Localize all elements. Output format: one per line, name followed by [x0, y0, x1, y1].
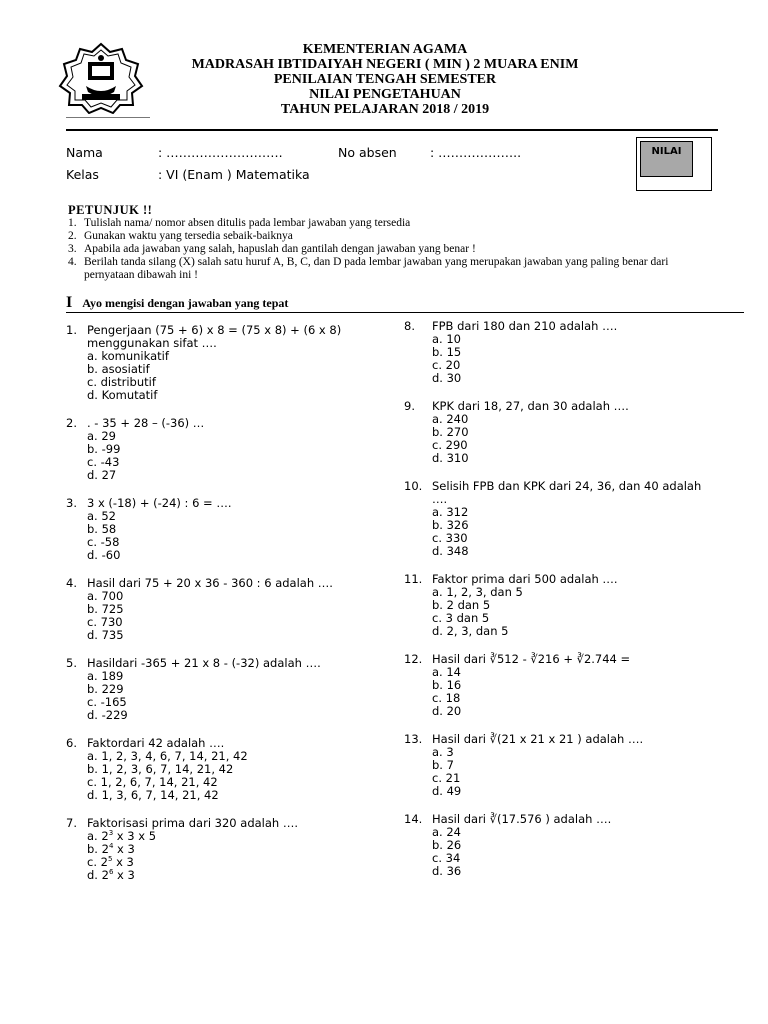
nama-label: Nama — [66, 145, 103, 160]
question-item — [66, 577, 366, 642]
answer-option[interactable]: a. 240 — [432, 412, 469, 426]
questions-left-column — [66, 324, 366, 897]
answer-option[interactable]: c. -58 — [87, 535, 120, 549]
answer-option[interactable]: b. 270 — [432, 425, 469, 439]
answer-option[interactable]: c. 730 — [87, 615, 123, 629]
question-item — [404, 733, 704, 798]
question-text: Hasildari -365 + 21 x 8 - (-32) adalah …. — [87, 656, 321, 670]
questions-right-column — [404, 320, 704, 893]
answer-option[interactable]: a. 189 — [87, 669, 124, 683]
answer-option[interactable]: d. 2, 3, dan 5 — [432, 624, 509, 638]
instruction-item: 1. Tulislah nama/ nomor absen ditulis pada lembar jawaban yang tersedia — [68, 217, 411, 229]
answer-option[interactable]: a. 14 — [432, 665, 461, 679]
question-item — [404, 480, 704, 558]
answer-option[interactable]: a. 10 — [432, 332, 461, 346]
answer-option[interactable]: c. -43 — [87, 455, 120, 469]
header-exam: PENILAIAN TENGAH SEMESTER — [273, 72, 497, 87]
answer-option[interactable]: b. $2^4$ x 3 — [87, 842, 135, 856]
answer-option[interactable]: a. 52 — [87, 509, 116, 523]
answer-option[interactable]: b. 229 — [87, 682, 124, 696]
question-item — [66, 817, 366, 882]
answer-option[interactable]: c. -165 — [87, 695, 127, 709]
question-number: 13. — [404, 732, 423, 746]
answer-option[interactable]: b. 58 — [87, 522, 117, 536]
question-number: 1. — [66, 323, 77, 337]
document-header — [150, 42, 620, 117]
answer-option[interactable]: c. 21 — [432, 771, 461, 785]
answer-option[interactable]: b. 26 — [432, 838, 462, 852]
answer-option[interactable]: d. 27 — [87, 468, 117, 482]
question-item — [66, 417, 366, 482]
absen-label: No absen — [338, 145, 397, 160]
section-title: Ayo mengisi dengan jawaban yang tepat — [82, 296, 289, 310]
section-divider — [66, 312, 744, 313]
question-number: 14. — [404, 812, 423, 826]
question-text: FPB dari 180 dan 210 adalah …. — [432, 319, 618, 333]
question-text: Faktordari 42 adalah …. — [87, 736, 225, 750]
answer-option[interactable]: a. 24 — [432, 825, 461, 839]
question-text: . - 35 + 28 – (-36) … — [87, 416, 205, 430]
answer-option[interactable]: d. 20 — [432, 704, 462, 718]
question-number: 10. — [404, 479, 423, 493]
instruction-item: 3. Apabila ada jawaban yang salah, hapuslah dan gantilah dengan jawaban yang benar ! — [68, 243, 476, 255]
answer-option[interactable]: c. 20 — [432, 358, 461, 372]
question-item — [404, 320, 704, 385]
answer-option[interactable]: b. 725 — [87, 602, 124, 616]
question-item — [404, 573, 704, 638]
question-text: Faktor prima dari 500 adalah …. — [432, 572, 618, 586]
answer-option[interactable]: d. 1, 3, 6, 7, 14, 21, 42 — [87, 788, 219, 802]
question-number: 9. — [404, 399, 415, 413]
answer-option[interactable]: a. 700 — [87, 589, 124, 603]
answer-option[interactable]: b. 2 dan 5 — [432, 598, 491, 612]
question-item — [66, 497, 366, 562]
question-text: Hasil dari ∛(21 x 21 x 21 ) adalah …. — [432, 732, 644, 746]
question-item — [404, 400, 704, 465]
instruction-list — [68, 217, 688, 282]
answer-option[interactable]: c. distributif — [87, 375, 156, 389]
answer-option[interactable]: d. 36 — [432, 864, 462, 878]
answer-option[interactable]: d. $2^6$ x 3 — [87, 868, 135, 882]
section-heading — [66, 294, 288, 312]
answer-option[interactable]: d. 30 — [432, 371, 462, 385]
question-text: Faktorisasi prima dari 320 adalah …. — [87, 816, 299, 830]
question-number: 2. — [66, 416, 77, 430]
answer-option[interactable]: c. $2^5$ x 3 — [87, 855, 134, 869]
answer-option[interactable]: a. 1, 2, 3, dan 5 — [432, 585, 523, 599]
question-text: KPK dari 18, 27, dan 30 adalah …. — [432, 399, 629, 413]
answer-option[interactable]: b. 1, 2, 3, 6, 7, 14, 21, 42 — [87, 762, 234, 776]
answer-option[interactable]: c. 18 — [432, 691, 461, 705]
header-short-divider — [66, 117, 150, 118]
question-number: 4. — [66, 576, 77, 590]
question-text: Hasil dari ∛512 - ∛216 + ∛2.744 = — [432, 652, 631, 666]
question-text: Selisih FPB dan KPK dari 24, 36, dan 40 adalah …. — [432, 479, 702, 506]
answer-option[interactable]: b. 15 — [432, 345, 462, 359]
answer-option[interactable]: d. 735 — [87, 628, 124, 642]
petunjuk-title: PETUNJUK !! — [68, 203, 153, 217]
question-number: 8. — [404, 319, 415, 333]
question-item — [66, 737, 366, 802]
answer-option[interactable]: d. 348 — [432, 544, 469, 558]
answer-option[interactable]: a. $2^3$ x 3 x 5 — [87, 829, 157, 843]
answer-option[interactable]: a. 3 — [432, 745, 454, 759]
header-year: TAHUN PELAJARAN 2018 / 2019 — [280, 102, 490, 117]
nama-field[interactable]: : ………………………. — [158, 145, 283, 160]
answer-option[interactable]: d. -229 — [87, 708, 128, 722]
answer-option[interactable]: a. 312 — [432, 505, 469, 519]
answer-option[interactable]: b. 7 — [432, 758, 454, 772]
header-school: MADRASAH IBTIDAIYAH NEGERI ( MIN ) 2 MUARA ENIM — [191, 57, 579, 72]
question-number: 6. — [66, 736, 77, 750]
question-number: 12. — [404, 652, 423, 666]
section-number: I — [66, 294, 73, 311]
answer-option[interactable]: c. 330 — [432, 531, 468, 545]
absen-field[interactable]: : ……………….. — [430, 145, 522, 160]
answer-option[interactable]: a. 29 — [87, 429, 116, 443]
answer-option[interactable]: a. komunikatif — [87, 349, 169, 363]
answer-option[interactable]: a. 1, 2, 3, 4, 6, 7, 14, 21, 42 — [87, 749, 248, 763]
question-item — [66, 324, 366, 402]
question-number: 5. — [66, 656, 77, 670]
answer-option[interactable]: d. Komutatif — [87, 388, 158, 402]
question-text: Hasil dari 75 + 20 x 36 - 360 : 6 adalah …. — [87, 576, 333, 590]
question-number: 11. — [404, 572, 423, 586]
question-number: 3. — [66, 496, 77, 510]
question-item — [404, 813, 704, 878]
answer-option[interactable]: c. 3 dan 5 — [432, 611, 490, 625]
answer-option[interactable]: b. 16 — [432, 678, 462, 692]
kelas-label: Kelas — [66, 167, 99, 182]
answer-option[interactable]: c. 1, 2, 6, 7, 14, 21, 42 — [87, 775, 218, 789]
question-text: Hasil dari ∛(17.576 ) adalah …. — [432, 812, 612, 826]
question-item — [404, 653, 704, 718]
answer-option[interactable]: c. 290 — [432, 438, 468, 452]
question-item — [66, 657, 366, 722]
answer-option[interactable]: d. -60 — [87, 548, 121, 562]
answer-option[interactable]: b. asosiatif — [87, 362, 150, 376]
answer-option[interactable]: b. 326 — [432, 518, 469, 532]
instruction-item: 2. Gunakan waktu yang tersedia sebaik-baiknya — [68, 230, 293, 242]
kelas-value: : VI (Enam ) Matematika — [158, 167, 310, 182]
question-text: 3 x (-18) + (-24) : 6 = …. — [87, 496, 232, 510]
header-category: NILAI PENGETAHUAN — [309, 87, 461, 102]
nilai-box[interactable] — [636, 137, 712, 191]
question-number: 7. — [66, 816, 77, 830]
answer-option[interactable]: c. 34 — [432, 851, 461, 865]
header-divider — [66, 129, 718, 131]
answer-option[interactable]: b. -99 — [87, 442, 121, 456]
instruction-item: 4. Berilah tanda silang (X) salah satu huruf A, B, C, dan D pada lembar jawaban yang merupakan jawaban yang paling benar dari pernyataan dibawah ini ! — [68, 256, 669, 281]
answer-option[interactable]: d. 49 — [432, 784, 462, 798]
header-ministry: KEMENTERIAN AGAMA — [302, 42, 468, 57]
kemenag-logo-icon — [58, 42, 144, 114]
answer-option[interactable]: d. 310 — [432, 451, 469, 465]
nilai-label: NILAI — [640, 141, 693, 177]
question-text: Pengerjaan (75 + 6) x 8 = (75 x 8) + (6 x 8) menggunakan sifat …. — [87, 323, 342, 350]
